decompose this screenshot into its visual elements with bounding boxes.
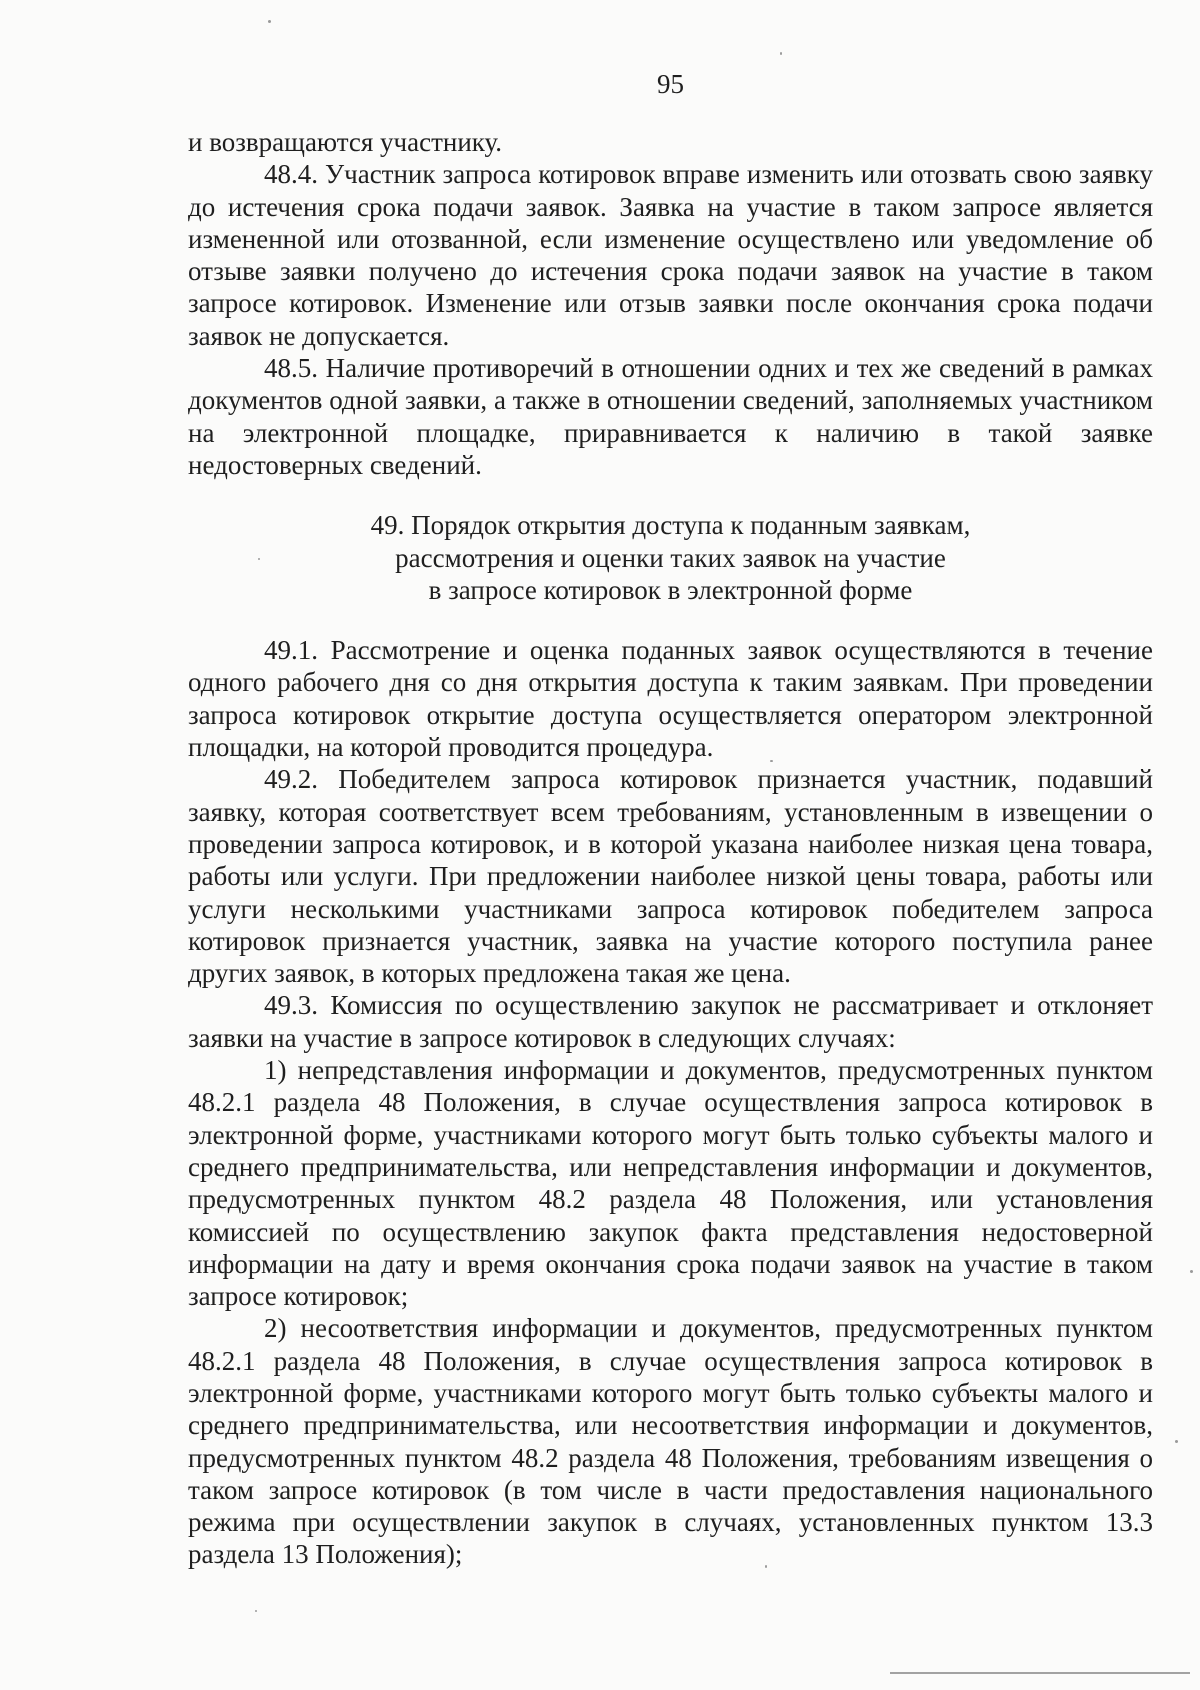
list-item-2: 2) несоответствия информации и документов, предусмотренных пунктом 48.2.1 раздела 48 Положения, в случае осуществления запроса котировок в электронной форме, участниками которого могут быть только субъекты малого и среднего предпринимательства, или несоответствия информации и документов, предусмотренных пунктом 48.2 раздела 48 Положения, требованиям извещения о таком запросе котировок (в том числе в части предоставления национального режима при осуществлении закупок в случаях, установленных пунктом 13.3 раздела 13 Положения); xyxy=(188,1313,1153,1570)
scan-speck xyxy=(765,1565,767,1568)
scan-speck xyxy=(1190,1270,1193,1273)
paragraph-continuation: и возвращаются участнику. xyxy=(188,127,503,157)
section-heading-49 xyxy=(188,509,1153,606)
list-item-1: 1) непредставления информации и документов, предусмотренных пунктом 48.2.1 раздела 48 Положения, в случае осуществления запроса котировок в электронной форме, участниками которого могут быть только субъекты малого и среднего предпринимательства, или непредставления информации и документов, предусмотренных пунктом 48.2 раздела 48 Положения, или установления комиссией по осуществлению закупок факта представления недостоверной информации на дату и время окончания срока подачи заявок на участие в таком запросе котировок; xyxy=(188,1055,1153,1312)
paragraph-49-2: 49.2. Победителем запроса котировок признается участник, подавший заявку, которая соответствует всем требованиям, установленным в извещении о проведении запроса котировок, и в которой указана наиболее низкая цена товара, работы или услуги. При предложении наиболее низкой цены товара, работы или услуги несколькими участниками запроса котировок победителем запроса котировок признается участник, заявка на участие которого поступила ранее других заявок, в которых предложена такая же цена. xyxy=(188,764,1153,989)
scan-speck xyxy=(780,52,782,55)
section-heading-line: 49. Порядок открытия доступа к поданным заявкам, xyxy=(370,510,971,541)
paragraph-49-1: 49.1. Рассмотрение и оценка поданных заявок осуществляются в течение одного рабочего дня со дня открытия доступа к таким заявкам. При проведении запроса котировок открытие доступа осуществляется оператором электронной площадки, на которой проводится процедура. xyxy=(188,635,1153,763)
paragraph-49-3: 49.3. Комиссия по осуществлению закупок не рассматривает и отклоняет заявки на участие в запросе котировок в следующих случаях: xyxy=(188,990,1153,1053)
paragraph-48-5: 48.5. Наличие противоречий в отношении одних и тех же сведений в рамках документов одной заявки, а также в отношении сведений, заполняемых участником на электронной площадке, приравнивается к наличию в такой заявке недостоверных сведений. xyxy=(188,353,1153,480)
paragraph-48-4: 48.4. Участник запроса котировок вправе изменить или отозвать свою заявку до истечения срока подачи заявок. Заявка на участие в таком запросе является измененной или отозванной, если изменение осуществлено или уведомление об отзыве заявки получено до истечения срока подачи заявок на участие в таком запросе котировок. Изменение или отзыв заявки после окончания срока подачи заявок не допускается. xyxy=(188,159,1153,351)
page-number: 95 xyxy=(657,69,684,99)
section-heading-line: рассмотрения и оценки таких заявок на участие xyxy=(395,542,946,573)
scan-speck xyxy=(255,1610,257,1612)
scan-edge-line xyxy=(890,1672,1190,1674)
section-heading-line: в запросе котировок в электронной форме xyxy=(428,574,913,605)
scan-speck xyxy=(770,760,773,762)
scan-speck xyxy=(258,558,260,560)
document-body xyxy=(188,126,1153,1571)
scan-speck xyxy=(1175,1440,1178,1443)
scan-speck xyxy=(268,20,271,23)
